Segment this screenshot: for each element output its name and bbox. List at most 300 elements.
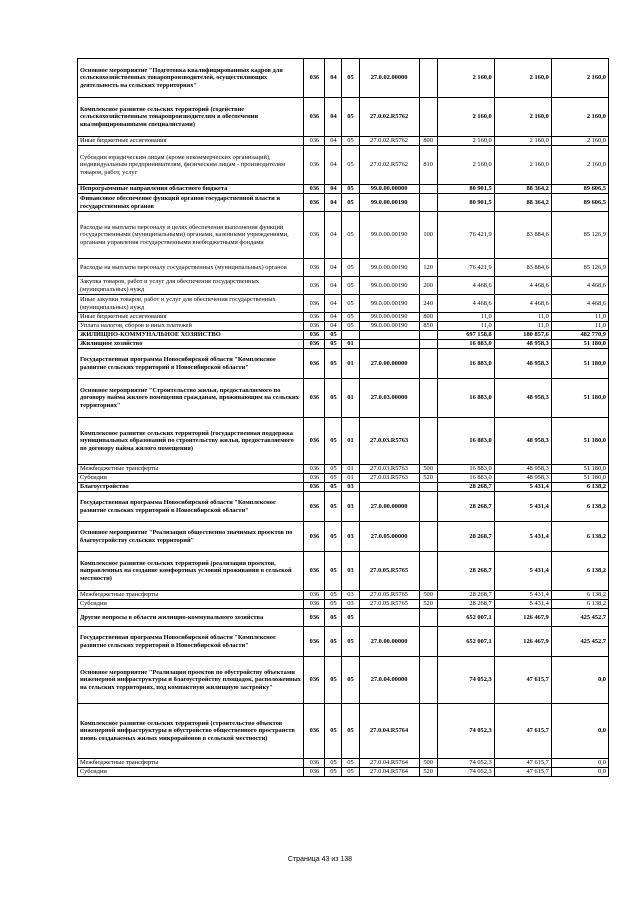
row-expense-type-cell: 800: [419, 137, 437, 146]
row-amount-year2-cell: 48 958,3: [494, 418, 551, 465]
row-amount-year2-cell: 5 431,4: [494, 600, 551, 609]
table-row: [78, 98, 609, 137]
row-amount-year1-cell: 2 160,0: [437, 59, 494, 98]
table-row: [78, 313, 609, 322]
row-section-cell: 04: [325, 295, 342, 313]
row-amount-year2-cell: 5 431,4: [494, 492, 551, 522]
row-amount-year3-cell: 2 160,0: [551, 146, 608, 185]
row-section-cell: 05: [325, 552, 342, 591]
row-amount-year3-cell: 2 160,0: [551, 137, 608, 146]
table-row: [78, 759, 609, 768]
page-footer: Страница 43 из 138: [287, 856, 353, 863]
row-expense-type-cell: 120: [419, 259, 437, 277]
row-target-article-cell: [359, 331, 419, 340]
row-amount-year2-cell: 126 467,9: [494, 627, 551, 657]
row-expense-type-cell: [419, 194, 437, 212]
row-amount-year3-cell: 51 180,0: [551, 465, 608, 474]
row-amount-year2-cell: 2 160,0: [494, 137, 551, 146]
row-expense-type-cell: [419, 552, 437, 591]
row-name-cell: Расходы на выплаты персоналу государственных (муниципальных) органов: [78, 259, 304, 277]
row-section-cell: 05: [325, 379, 342, 418]
row-grbs-code-cell: 036: [304, 59, 325, 98]
row-target-article-cell: 27.0.04.00000: [359, 657, 419, 704]
row-name-cell: Иные закупки товаров, работ и услуг для обеспечения государственных (муниципальных) нужд: [78, 295, 304, 313]
budget-table-body: [78, 59, 609, 777]
row-amount-year1-cell: 16 883,0: [437, 465, 494, 474]
row-subsection-cell: 03: [342, 483, 359, 492]
row-expense-type-cell: 520: [419, 474, 437, 483]
row-grbs-code-cell: 036: [304, 465, 325, 474]
row-amount-year1-cell: 74 052,3: [437, 704, 494, 759]
row-section-cell: 05: [325, 768, 342, 777]
row-subsection-cell: 03: [342, 522, 359, 552]
row-amount-year3-cell: 6 138,2: [551, 552, 608, 591]
row-grbs-code-cell: 036: [304, 259, 325, 277]
table-row: [78, 591, 609, 600]
row-section-cell: 05: [325, 600, 342, 609]
row-amount-year2-cell: 48 958,3: [494, 465, 551, 474]
row-section-cell: 04: [325, 137, 342, 146]
row-amount-year3-cell: 4 468,6: [551, 295, 608, 313]
row-amount-year1-cell: 2 160,0: [437, 98, 494, 137]
row-expense-type-cell: 500: [419, 759, 437, 768]
row-section-cell: 04: [325, 313, 342, 322]
row-grbs-code-cell: 036: [304, 277, 325, 295]
row-amount-year2-cell: 2 160,0: [494, 98, 551, 137]
row-grbs-code-cell: 036: [304, 194, 325, 212]
table-row: [78, 331, 609, 340]
row-expense-type-cell: [419, 349, 437, 379]
row-section-cell: 04: [325, 259, 342, 277]
row-target-article-cell: 99.0.00.00000: [359, 185, 419, 194]
row-name-cell: Уплата налогов, сборов и иных платежей: [78, 322, 304, 331]
row-target-article-cell: 27.0.04.R5764: [359, 759, 419, 768]
row-amount-year1-cell: 80 901,5: [437, 185, 494, 194]
table-row: [78, 418, 609, 465]
row-target-article-cell: 99.0.00.00190: [359, 295, 419, 313]
row-grbs-code-cell: 036: [304, 657, 325, 704]
row-amount-year2-cell: 180 857,6: [494, 331, 551, 340]
row-grbs-code-cell: 036: [304, 295, 325, 313]
row-amount-year3-cell: 425 452,7: [551, 609, 608, 627]
row-section-cell: 04: [325, 146, 342, 185]
row-amount-year3-cell: 6 138,2: [551, 591, 608, 600]
row-amount-year1-cell: 11,0: [437, 322, 494, 331]
row-subsection-cell: 05: [342, 194, 359, 212]
row-amount-year3-cell: 11,0: [551, 322, 608, 331]
row-expense-type-cell: 500: [419, 465, 437, 474]
row-amount-year3-cell: 2 160,0: [551, 98, 608, 137]
row-section-cell: 04: [325, 59, 342, 98]
budget-table-container: [77, 58, 609, 777]
row-amount-year3-cell: 0,0: [551, 759, 608, 768]
row-section-cell: 04: [325, 277, 342, 295]
row-grbs-code-cell: 036: [304, 322, 325, 331]
row-amount-year2-cell: 2 160,0: [494, 59, 551, 98]
row-amount-year2-cell: 48 958,3: [494, 379, 551, 418]
row-amount-year2-cell: 5 431,4: [494, 552, 551, 591]
row-amount-year1-cell: 74 052,3: [437, 657, 494, 704]
row-target-article-cell: 27.0.05.R5765: [359, 600, 419, 609]
row-subsection-cell: 05: [342, 259, 359, 277]
row-amount-year1-cell: 74 052,3: [437, 759, 494, 768]
row-amount-year1-cell: 2 160,0: [437, 146, 494, 185]
row-target-article-cell: 27.0.02.R5762: [359, 146, 419, 185]
row-section-cell: 05: [325, 627, 342, 657]
row-subsection-cell: 01: [342, 418, 359, 465]
row-target-article-cell: 99.0.00.00190: [359, 194, 419, 212]
row-amount-year3-cell: 89 606,5: [551, 185, 608, 194]
row-subsection-cell: 05: [342, 212, 359, 259]
row-amount-year1-cell: 16 883,0: [437, 349, 494, 379]
row-amount-year2-cell: 47 615,7: [494, 704, 551, 759]
row-section-cell: 04: [325, 185, 342, 194]
row-grbs-code-cell: 036: [304, 492, 325, 522]
row-amount-year2-cell: 88 364,2: [494, 194, 551, 212]
row-amount-year1-cell: 652 007,1: [437, 609, 494, 627]
table-row: [78, 600, 609, 609]
row-expense-type-cell: [419, 98, 437, 137]
row-subsection-cell: 05: [342, 137, 359, 146]
row-expense-type-cell: [419, 340, 437, 349]
row-subsection-cell: 05: [342, 627, 359, 657]
row-amount-year1-cell: 4 468,6: [437, 277, 494, 295]
row-amount-year2-cell: 48 958,3: [494, 349, 551, 379]
row-grbs-code-cell: 036: [304, 313, 325, 322]
row-name-cell: Государственная программа Новосибирской области "Комплексное развитие сельских территорий в Новосибирской области": [78, 349, 304, 379]
row-grbs-code-cell: 036: [304, 591, 325, 600]
row-grbs-code-cell: 036: [304, 331, 325, 340]
row-amount-year3-cell: 6 138,2: [551, 483, 608, 492]
row-subsection-cell: 03: [342, 591, 359, 600]
row-name-cell: Комплексное развитие сельских территорий (реализация проектов, направленных на создание комфортных условий проживания в сельской местности): [78, 552, 304, 591]
row-expense-type-cell: 100: [419, 212, 437, 259]
row-name-cell: Финансовое обеспечение функций органов государственной власти и государственных органов: [78, 194, 304, 212]
row-amount-year3-cell: 2 160,0: [551, 59, 608, 98]
row-target-article-cell: 27.0.03.R5763: [359, 465, 419, 474]
row-amount-year2-cell: 5 431,4: [494, 483, 551, 492]
row-name-cell: ЖИЛИЩНО-КОММУНАЛЬНОЕ ХОЗЯЙСТВО: [78, 331, 304, 340]
row-name-cell: Субсидии юридическим лицам (кроме некоммерческих организаций), индивидуальным предпринимателям, физическим лицам - производителям товаров, работ, услуг: [78, 146, 304, 185]
table-row: [78, 379, 609, 418]
row-grbs-code-cell: 036: [304, 340, 325, 349]
row-expense-type-cell: 800: [419, 313, 437, 322]
row-grbs-code-cell: 036: [304, 768, 325, 777]
row-amount-year1-cell: 76 421,9: [437, 212, 494, 259]
row-target-article-cell: [359, 609, 419, 627]
row-expense-type-cell: [419, 379, 437, 418]
row-name-cell: Субсидии: [78, 600, 304, 609]
row-subsection-cell: 05: [342, 657, 359, 704]
row-target-article-cell: 27.0.03.R5763: [359, 418, 419, 465]
budget-table: [77, 58, 609, 777]
row-amount-year1-cell: 28 268,7: [437, 600, 494, 609]
row-amount-year2-cell: 47 615,7: [494, 759, 551, 768]
row-amount-year2-cell: 126 467,9: [494, 609, 551, 627]
row-grbs-code-cell: 036: [304, 418, 325, 465]
row-amount-year3-cell: 425 452,7: [551, 627, 608, 657]
row-section-cell: 05: [325, 340, 342, 349]
row-target-article-cell: 27.0.00.00000: [359, 627, 419, 657]
row-expense-type-cell: [419, 609, 437, 627]
row-target-article-cell: 27.0.05.00000: [359, 522, 419, 552]
row-section-cell: 05: [325, 657, 342, 704]
row-amount-year3-cell: 0,0: [551, 704, 608, 759]
row-section-cell: 05: [325, 609, 342, 627]
table-row: [78, 185, 609, 194]
row-amount-year2-cell: 83 884,6: [494, 259, 551, 277]
table-row: [78, 259, 609, 277]
row-target-article-cell: 27.0.00.00000: [359, 492, 419, 522]
row-target-article-cell: [359, 340, 419, 349]
row-amount-year2-cell: 5 431,4: [494, 591, 551, 600]
row-name-cell: Комплексное развитие сельских территорий (строительство объектов инженерной инфраструктуры и обустройство общественного пространств вновь создаваемых жилых микрорайонов в сельской местности): [78, 704, 304, 759]
row-target-article-cell: 27.0.02.00000: [359, 59, 419, 98]
row-amount-year3-cell: 0,0: [551, 657, 608, 704]
row-subsection-cell: 05: [342, 277, 359, 295]
row-grbs-code-cell: 036: [304, 483, 325, 492]
row-amount-year1-cell: 74 052,3: [437, 768, 494, 777]
row-name-cell: Основное мероприятие "Подготовка квалифицированных кадров для сельскохозяйственных товаропроизводителей, осуществляющих деятельность на сельских территориях": [78, 59, 304, 98]
row-amount-year3-cell: 51 180,0: [551, 474, 608, 483]
table-row: [78, 212, 609, 259]
row-name-cell: Субсидии: [78, 474, 304, 483]
row-target-article-cell: 27.0.05.R5765: [359, 552, 419, 591]
row-amount-year2-cell: 47 615,7: [494, 768, 551, 777]
row-amount-year1-cell: 28 268,7: [437, 492, 494, 522]
row-amount-year2-cell: 11,0: [494, 313, 551, 322]
row-target-article-cell: 99.0.00.00190: [359, 322, 419, 331]
row-target-article-cell: 27.0.04.R5764: [359, 704, 419, 759]
row-expense-type-cell: [419, 59, 437, 98]
row-expense-type-cell: 240: [419, 295, 437, 313]
row-amount-year2-cell: 11,0: [494, 322, 551, 331]
row-amount-year1-cell: 11,0: [437, 313, 494, 322]
row-grbs-code-cell: 036: [304, 349, 325, 379]
row-grbs-code-cell: 036: [304, 185, 325, 194]
row-name-cell: Основное мероприятие "Реализация общественно значимых проектов по благоустройству сельских территорий": [78, 522, 304, 552]
row-amount-year1-cell: 28 268,7: [437, 591, 494, 600]
row-subsection-cell: 01: [342, 340, 359, 349]
table-row: [78, 59, 609, 98]
table-row: [78, 465, 609, 474]
row-target-article-cell: 99.0.00.00190: [359, 313, 419, 322]
row-target-article-cell: 99.0.00.00190: [359, 212, 419, 259]
row-name-cell: Субсидии: [78, 768, 304, 777]
row-amount-year3-cell: 0,0: [551, 768, 608, 777]
table-row: [78, 768, 609, 777]
row-amount-year2-cell: 2 160,0: [494, 146, 551, 185]
row-expense-type-cell: 520: [419, 768, 437, 777]
row-amount-year2-cell: 5 431,4: [494, 522, 551, 552]
row-name-cell: Основное мероприятие "Строительство жилья, предоставляемого по договору найма жилого помещения гражданам, проживающим на сельских территориях": [78, 379, 304, 418]
row-section-cell: 05: [325, 591, 342, 600]
row-name-cell: Жилищное хозяйство: [78, 340, 304, 349]
row-name-cell: Межбюджетные трансферты: [78, 591, 304, 600]
table-row: [78, 295, 609, 313]
row-grbs-code-cell: 036: [304, 98, 325, 137]
row-grbs-code-cell: 036: [304, 137, 325, 146]
row-target-article-cell: 27.0.03.00000: [359, 379, 419, 418]
row-amount-year3-cell: 51 180,0: [551, 349, 608, 379]
row-amount-year3-cell: 6 138,2: [551, 522, 608, 552]
row-name-cell: Расходы на выплаты персоналу в целях обеспечения выполнения функций государственными (муниципальными) органами, казенными учреждениями, органами управления государственными внебюджетными фондами: [78, 212, 304, 259]
row-amount-year1-cell: 28 268,7: [437, 483, 494, 492]
row-grbs-code-cell: 036: [304, 627, 325, 657]
row-expense-type-cell: 200: [419, 277, 437, 295]
row-target-article-cell: 27.0.02.R5762: [359, 98, 419, 137]
row-subsection-cell: 01: [342, 349, 359, 379]
table-row: [78, 627, 609, 657]
row-amount-year3-cell: 51 180,0: [551, 379, 608, 418]
row-grbs-code-cell: 036: [304, 522, 325, 552]
table-row: [78, 146, 609, 185]
row-amount-year1-cell: 16 883,0: [437, 474, 494, 483]
row-amount-year2-cell: 48 958,3: [494, 474, 551, 483]
row-section-cell: 05: [325, 759, 342, 768]
row-section-cell: 05: [325, 465, 342, 474]
row-subsection-cell: 01: [342, 474, 359, 483]
row-name-cell: Закупка товаров, работ и услуг для обеспечения государственных (муниципальных) нужд: [78, 277, 304, 295]
row-subsection-cell: 03: [342, 492, 359, 522]
row-expense-type-cell: [419, 331, 437, 340]
row-grbs-code-cell: 036: [304, 552, 325, 591]
row-subsection-cell: 05: [342, 704, 359, 759]
row-subsection-cell: 05: [342, 313, 359, 322]
row-name-cell: Иные бюджетные ассигнования: [78, 313, 304, 322]
row-amount-year1-cell: 16 883,0: [437, 379, 494, 418]
row-section-cell: 05: [325, 483, 342, 492]
row-amount-year3-cell: 85 126,9: [551, 212, 608, 259]
row-section-cell: 05: [325, 474, 342, 483]
row-subsection-cell: 05: [342, 98, 359, 137]
row-amount-year2-cell: 47 615,7: [494, 657, 551, 704]
row-section-cell: 04: [325, 322, 342, 331]
row-amount-year1-cell: 16 883,0: [437, 418, 494, 465]
row-amount-year1-cell: 80 901,5: [437, 194, 494, 212]
table-row: [78, 194, 609, 212]
table-row: [78, 340, 609, 349]
row-expense-type-cell: [419, 522, 437, 552]
table-row: [78, 349, 609, 379]
row-section-cell: 05: [325, 331, 342, 340]
row-subsection-cell: 05: [342, 322, 359, 331]
row-amount-year3-cell: 11,0: [551, 313, 608, 322]
row-subsection-cell: 03: [342, 552, 359, 591]
row-name-cell: Благоустройство: [78, 483, 304, 492]
row-amount-year3-cell: 85 126,9: [551, 259, 608, 277]
row-expense-type-cell: 850: [419, 322, 437, 331]
row-amount-year3-cell: 6 138,2: [551, 492, 608, 522]
row-expense-type-cell: 500: [419, 591, 437, 600]
row-name-cell: Основное мероприятие "Реализация проектов по обустройству объектами инженерной инфраструктуры и благоустройству площадок, расположенных на сельских территориях, под компактную жилищную застройку": [78, 657, 304, 704]
row-amount-year1-cell: 652 007,1: [437, 627, 494, 657]
table-row: [78, 552, 609, 591]
table-row: [78, 492, 609, 522]
row-subsection-cell: 05: [342, 295, 359, 313]
row-expense-type-cell: [419, 492, 437, 522]
row-section-cell: 05: [325, 349, 342, 379]
row-expense-type-cell: 810: [419, 146, 437, 185]
row-name-cell: Межбюджетные трансферты: [78, 465, 304, 474]
row-subsection-cell: 05: [342, 609, 359, 627]
row-expense-type-cell: [419, 483, 437, 492]
row-grbs-code-cell: 036: [304, 474, 325, 483]
row-expense-type-cell: [419, 418, 437, 465]
row-name-cell: Иные бюджетные ассигнования: [78, 137, 304, 146]
row-amount-year3-cell: 4 468,6: [551, 277, 608, 295]
row-amount-year2-cell: 4 468,6: [494, 295, 551, 313]
row-target-article-cell: 27.0.05.R5765: [359, 591, 419, 600]
row-amount-year1-cell: 76 421,9: [437, 259, 494, 277]
row-target-article-cell: 27.0.00.00000: [359, 349, 419, 379]
table-row: [78, 322, 609, 331]
table-row: [78, 483, 609, 492]
row-target-article-cell: 99.0.00.00190: [359, 277, 419, 295]
row-subsection-cell: 01: [342, 379, 359, 418]
row-subsection-cell: 05: [342, 759, 359, 768]
row-subsection-cell: 05: [342, 768, 359, 777]
row-target-article-cell: [359, 483, 419, 492]
row-amount-year2-cell: 88 364,2: [494, 185, 551, 194]
row-name-cell: Комплексное развитие сельских территорий (содействие сельскохозяйственным товаропроизводителям в обеспечении квалифицированными специалистами): [78, 98, 304, 137]
row-name-cell: Государственная программа Новосибирской области "Комплексное развитие сельских территорий в Новосибирской области": [78, 627, 304, 657]
row-name-cell: Межбюджетные трансферты: [78, 759, 304, 768]
row-amount-year3-cell: 89 606,5: [551, 194, 608, 212]
row-name-cell: Комплексное развитие сельских территорий (государственная поддержка муниципальных образований по строительству жилья, предоставляемого по договору найма жилого помещения): [78, 418, 304, 465]
row-expense-type-cell: [419, 185, 437, 194]
row-expense-type-cell: [419, 704, 437, 759]
row-target-article-cell: 27.0.04.R5764: [359, 768, 419, 777]
row-grbs-code-cell: 036: [304, 759, 325, 768]
row-grbs-code-cell: 036: [304, 212, 325, 259]
row-amount-year2-cell: 4 468,6: [494, 277, 551, 295]
row-section-cell: 04: [325, 98, 342, 137]
row-subsection-cell: 05: [342, 146, 359, 185]
row-subsection-cell: 05: [342, 59, 359, 98]
row-target-article-cell: 99.0.00.00190: [359, 259, 419, 277]
row-grbs-code-cell: 036: [304, 379, 325, 418]
row-section-cell: 05: [325, 522, 342, 552]
row-amount-year3-cell: 482 770,9: [551, 331, 608, 340]
table-row: [78, 137, 609, 146]
row-target-article-cell: 27.0.03.R5763: [359, 474, 419, 483]
row-section-cell: 05: [325, 492, 342, 522]
row-amount-year3-cell: 51 180,0: [551, 418, 608, 465]
row-amount-year3-cell: 6 138,2: [551, 600, 608, 609]
row-amount-year3-cell: 51 180,0: [551, 340, 608, 349]
row-expense-type-cell: 520: [419, 600, 437, 609]
row-subsection-cell: 03: [342, 600, 359, 609]
row-amount-year1-cell: 28 268,7: [437, 522, 494, 552]
row-name-cell: Другие вопросы в области жилищно-коммунального хозяйства: [78, 609, 304, 627]
row-grbs-code-cell: 036: [304, 146, 325, 185]
row-section-cell: 04: [325, 194, 342, 212]
row-amount-year2-cell: 48 958,3: [494, 340, 551, 349]
table-row: [78, 522, 609, 552]
row-name-cell: Государственная программа Новосибирской области "Комплексное развитие сельских территорий в Новосибирской области": [78, 492, 304, 522]
row-amount-year1-cell: 697 158,8: [437, 331, 494, 340]
row-name-cell: Непрограммные направления областного бюджета: [78, 185, 304, 194]
row-section-cell: 05: [325, 704, 342, 759]
row-amount-year1-cell: 16 883,0: [437, 340, 494, 349]
table-row: [78, 704, 609, 759]
row-expense-type-cell: [419, 627, 437, 657]
row-grbs-code-cell: 036: [304, 704, 325, 759]
row-amount-year1-cell: 4 468,6: [437, 295, 494, 313]
row-target-article-cell: 27.0.02.R5762: [359, 137, 419, 146]
row-section-cell: 04: [325, 212, 342, 259]
